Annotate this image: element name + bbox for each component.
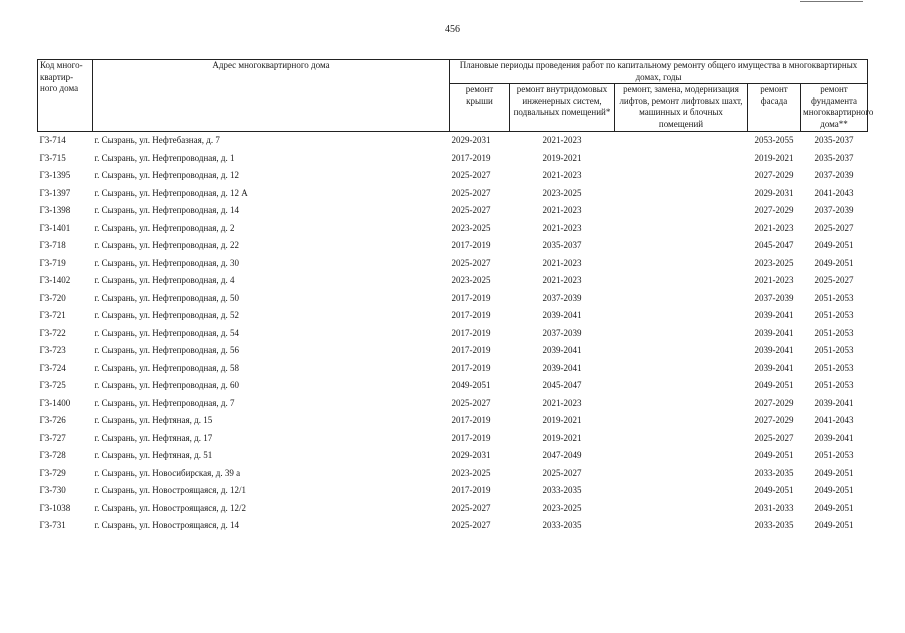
cell-code: Г3-718 (39, 240, 66, 251)
cell-code: Г3-1397 (39, 187, 71, 198)
cell-code: Г3-1395 (39, 170, 71, 181)
cell-code: Г3-715 (39, 152, 66, 163)
cell-eng: 2023-2025 (542, 502, 582, 513)
cell-code: Г3-1038 (39, 502, 71, 513)
cell-facade: 2029-2031 (754, 187, 794, 198)
cell-address: г. Сызрань, ул. Нефтепроводная, д. 58 (94, 362, 240, 373)
header-engineering: ремонт внутридомовых инженерных систем, подвальных помещений* (510, 84, 615, 131)
cell-address: г. Сызрань, ул. Нефтепроводная, д. 7 (94, 397, 235, 408)
cell-elev (615, 167, 748, 185)
cell-code: Г3-720 (39, 292, 66, 303)
cell-elev (615, 219, 748, 237)
cell-found: 2049-2051 (814, 240, 854, 251)
header-facade: ремонт фасада (748, 84, 801, 131)
cell-roof: 2017-2019 (451, 362, 491, 373)
cell-address: г. Сызрань, ул. Нефтепроводная, д. 60 (94, 380, 240, 391)
cell-eng: 2021-2023 (542, 135, 582, 146)
table-row (38, 482, 868, 500)
cell-found: 2039-2041 (814, 397, 854, 408)
cell-elev (615, 464, 748, 482)
cell-roof: 2017-2019 (451, 292, 491, 303)
cell-code: Г3-729 (39, 467, 66, 478)
cell-elev (615, 499, 748, 517)
cell-code: Г3-1401 (39, 222, 71, 233)
cell-code: Г3-730 (39, 485, 66, 496)
cell-address: г. Сызрань, ул. Нефтепроводная, д. 14 (94, 205, 240, 216)
cell-address: г. Сызрань, ул. Нефтяная, д. 15 (94, 415, 213, 426)
cell-address: г. Сызрань, ул. Нефтепроводная, д. 12 А (94, 187, 248, 198)
cell-address: г. Сызрань, ул. Нефтепроводная, д. 2 (94, 222, 235, 233)
table-row (38, 202, 868, 220)
cell-eng: 2021-2023 (542, 397, 582, 408)
cell-elev (615, 131, 748, 149)
table-header (38, 60, 874, 132)
cell-eng: 2019-2021 (542, 432, 582, 443)
cell-facade: 2045-2047 (754, 240, 794, 251)
scan-mark-line (800, 1, 863, 2)
cell-roof: 2023-2025 (451, 467, 491, 478)
cell-eng: 2037-2039 (542, 327, 582, 338)
cell-code: Г3-726 (39, 415, 66, 426)
cell-eng: 2035-2037 (542, 240, 582, 251)
cell-eng: 2033-2035 (542, 485, 582, 496)
cell-found: 2051-2053 (814, 292, 854, 303)
cell-roof: 2025-2027 (451, 397, 491, 408)
cell-facade: 2039-2041 (754, 310, 794, 321)
cell-found: 2041-2043 (814, 187, 854, 198)
cell-eng: 2021-2023 (542, 275, 582, 286)
cell-address: г. Сызрань, ул. Новосибирская, д. 39 а (94, 467, 241, 478)
cell-address: г. Сызрань, ул. Нефтепроводная, д. 12 (94, 170, 240, 181)
cell-address: г. Сызрань, ул. Нефтебазная, д. 7 (94, 135, 220, 146)
cell-roof: 2017-2019 (451, 310, 491, 321)
cell-elev (615, 254, 748, 272)
header-elevators: ремонт, замена, модернизация лифтов, ремонт лифтовых шахт, машинных и блочных помещений (615, 84, 748, 131)
cell-elev (615, 429, 748, 447)
header-address: Адрес многоквартирного дома (93, 60, 450, 132)
cell-facade: 2049-2051 (754, 380, 794, 391)
cell-facade: 2033-2035 (754, 520, 794, 531)
header-roof: ремонт крыши (450, 84, 510, 131)
cell-elev (615, 447, 748, 465)
cell-eng: 2019-2021 (542, 152, 582, 163)
cell-found: 2049-2051 (814, 485, 854, 496)
cell-address: г. Сызрань, ул. Нефтепроводная, д. 22 (94, 240, 240, 251)
cell-found: 2049-2051 (814, 502, 854, 513)
cell-eng: 2039-2041 (542, 345, 582, 356)
cell-eng: 2021-2023 (542, 205, 582, 216)
cell-code: Г3-714 (39, 135, 66, 146)
table-row (38, 149, 868, 167)
cell-roof: 2025-2027 (451, 520, 491, 531)
cell-roof: 2017-2019 (451, 327, 491, 338)
cell-roof: 2017-2019 (451, 152, 491, 163)
cell-roof: 2025-2027 (451, 257, 491, 268)
table-row (38, 184, 868, 202)
cell-found: 2049-2051 (814, 520, 854, 531)
cell-elev (615, 307, 748, 325)
cell-roof: 2025-2027 (451, 170, 491, 181)
table-row (38, 254, 868, 272)
table-row (38, 447, 868, 465)
cell-elev (615, 482, 748, 500)
cell-facade: 2021-2023 (754, 222, 794, 233)
cell-found: 2051-2053 (814, 450, 854, 461)
cell-roof: 2017-2019 (451, 485, 491, 496)
cell-found: 2051-2053 (814, 310, 854, 321)
cell-address: г. Сызрань, ул. Нефтепроводная, д. 56 (94, 345, 240, 356)
cell-code: Г3-728 (39, 450, 66, 461)
cell-elev (615, 202, 748, 220)
cell-found: 2037-2039 (814, 205, 854, 216)
table-row (38, 219, 868, 237)
cell-facade: 2027-2029 (754, 205, 794, 216)
cell-elev (615, 184, 748, 202)
cell-roof: 2017-2019 (451, 432, 491, 443)
cell-found: 2051-2053 (814, 345, 854, 356)
cell-eng: 2039-2041 (542, 310, 582, 321)
table-row (38, 237, 868, 255)
cell-facade: 2049-2051 (754, 485, 794, 496)
cell-facade: 2039-2041 (754, 327, 794, 338)
cell-eng: 2025-2027 (542, 467, 582, 478)
cell-found: 2025-2027 (814, 222, 854, 233)
cell-facade: 2021-2023 (754, 275, 794, 286)
cell-facade: 2049-2051 (754, 450, 794, 461)
cell-code: Г3-719 (39, 257, 66, 268)
cell-elev (615, 149, 748, 167)
cell-elev (615, 412, 748, 430)
cell-facade: 2039-2041 (754, 345, 794, 356)
page-number: 456 (445, 24, 460, 35)
cell-elev (615, 359, 748, 377)
cell-facade: 2027-2029 (754, 170, 794, 181)
capital-repair-table (37, 59, 874, 534)
cell-elev (615, 324, 748, 342)
cell-address: г. Сызрань, ул. Нефтепроводная, д. 30 (94, 257, 240, 268)
cell-eng: 2047-2049 (542, 450, 582, 461)
cell-roof: 2017-2019 (451, 345, 491, 356)
cell-roof: 2023-2025 (451, 275, 491, 286)
cell-address: г. Сызрань, ул. Нефтепроводная, д. 4 (94, 275, 235, 286)
cell-address: г. Сызрань, ул. Нефтепроводная, д. 1 (94, 152, 235, 163)
cell-code: Г3-724 (39, 362, 66, 373)
table-row (38, 131, 868, 149)
cell-found: 2051-2053 (814, 327, 854, 338)
cell-found: 2025-2027 (814, 275, 854, 286)
cell-facade: 2025-2027 (754, 432, 794, 443)
cell-facade: 2037-2039 (754, 292, 794, 303)
cell-facade: 2031-2033 (754, 502, 794, 513)
cell-facade: 2039-2041 (754, 362, 794, 373)
cell-found: 2049-2051 (814, 467, 854, 478)
cell-roof: 2025-2027 (451, 205, 491, 216)
cell-facade: 2053-2055 (754, 135, 794, 146)
cell-eng: 2021-2023 (542, 170, 582, 181)
header-code: Код много-квартир-ного дома (38, 60, 93, 132)
cell-code: Г3-1400 (39, 397, 71, 408)
cell-eng: 2037-2039 (542, 292, 582, 303)
cell-eng: 2021-2023 (542, 257, 582, 268)
cell-facade: 2027-2029 (754, 415, 794, 426)
cell-address: г. Сызрань, ул. Новостроящаяся, д. 12/2 (94, 502, 246, 513)
cell-roof: 2049-2051 (451, 380, 491, 391)
table-row (38, 517, 868, 535)
table-row (38, 272, 868, 290)
cell-address: г. Сызрань, ул. Новостроящаяся, д. 12/1 (94, 485, 246, 496)
cell-found: 2035-2037 (814, 135, 854, 146)
cell-elev (615, 272, 748, 290)
cell-eng: 2045-2047 (542, 380, 582, 391)
cell-elev (615, 517, 748, 535)
cell-eng: 2019-2021 (542, 415, 582, 426)
table-row (38, 324, 868, 342)
cell-found: 2035-2037 (814, 152, 854, 163)
header-periods: Плановые периоды проведения работ по капитальному ремонту общего имущества в многоквартирных домах, годы (450, 60, 868, 84)
table-row (38, 167, 868, 185)
cell-code: Г3-725 (39, 380, 66, 391)
cell-elev (615, 342, 748, 360)
cell-address: г. Сызрань, ул. Нефтяная, д. 51 (94, 450, 213, 461)
cell-elev (615, 289, 748, 307)
cell-elev (615, 377, 748, 395)
cell-found: 2051-2053 (814, 380, 854, 391)
cell-address: г. Сызрань, ул. Новостроящаяся, д. 14 (94, 520, 239, 531)
cell-found: 2051-2053 (814, 362, 854, 373)
cell-address: г. Сызрань, ул. Нефтепроводная, д. 52 (94, 310, 240, 321)
cell-address: г. Сызрань, ул. Нефтяная, д. 17 (94, 432, 213, 443)
cell-found: 2041-2043 (814, 415, 854, 426)
cell-eng: 2039-2041 (542, 362, 582, 373)
cell-facade: 2027-2029 (754, 397, 794, 408)
cell-roof: 2029-2031 (451, 450, 491, 461)
cell-roof: 2017-2019 (451, 415, 491, 426)
cell-roof: 2023-2025 (451, 222, 491, 233)
cell-address: г. Сызрань, ул. Нефтепроводная, д. 54 (94, 327, 240, 338)
cell-eng: 2023-2025 (542, 187, 582, 198)
cell-code: Г3-723 (39, 345, 66, 356)
table-body (38, 131, 868, 534)
table-row (38, 307, 868, 325)
cell-facade: 2019-2021 (754, 152, 794, 163)
cell-roof: 2017-2019 (451, 240, 491, 251)
table-row (38, 359, 868, 377)
table-row (38, 464, 868, 482)
cell-found: 2039-2041 (814, 432, 854, 443)
cell-roof: 2025-2027 (451, 187, 491, 198)
cell-elev (615, 394, 748, 412)
table-row (38, 377, 868, 395)
cell-elev (615, 237, 748, 255)
cell-code: Г3-722 (39, 327, 66, 338)
cell-eng: 2021-2023 (542, 222, 582, 233)
cell-code: Г3-727 (39, 432, 66, 443)
header-foundation: ремонт фундамента многоквартирного дома** (801, 84, 868, 131)
cell-found: 2049-2051 (814, 257, 854, 268)
table-row (38, 412, 868, 430)
cell-facade: 2033-2035 (754, 467, 794, 478)
cell-found: 2037-2039 (814, 170, 854, 181)
table-row (38, 342, 868, 360)
table-row (38, 429, 868, 447)
cell-eng: 2033-2035 (542, 520, 582, 531)
cell-code: Г3-731 (39, 520, 66, 531)
table-row (38, 289, 868, 307)
cell-code: Г3-721 (39, 310, 66, 321)
table-row (38, 394, 868, 412)
cell-facade: 2023-2025 (754, 257, 794, 268)
cell-code: Г3-1402 (39, 275, 71, 286)
table-row (38, 499, 868, 517)
cell-code: Г3-1398 (39, 205, 71, 216)
cell-roof: 2029-2031 (451, 135, 491, 146)
cell-roof: 2025-2027 (451, 502, 491, 513)
cell-address: г. Сызрань, ул. Нефтепроводная, д. 50 (94, 292, 240, 303)
